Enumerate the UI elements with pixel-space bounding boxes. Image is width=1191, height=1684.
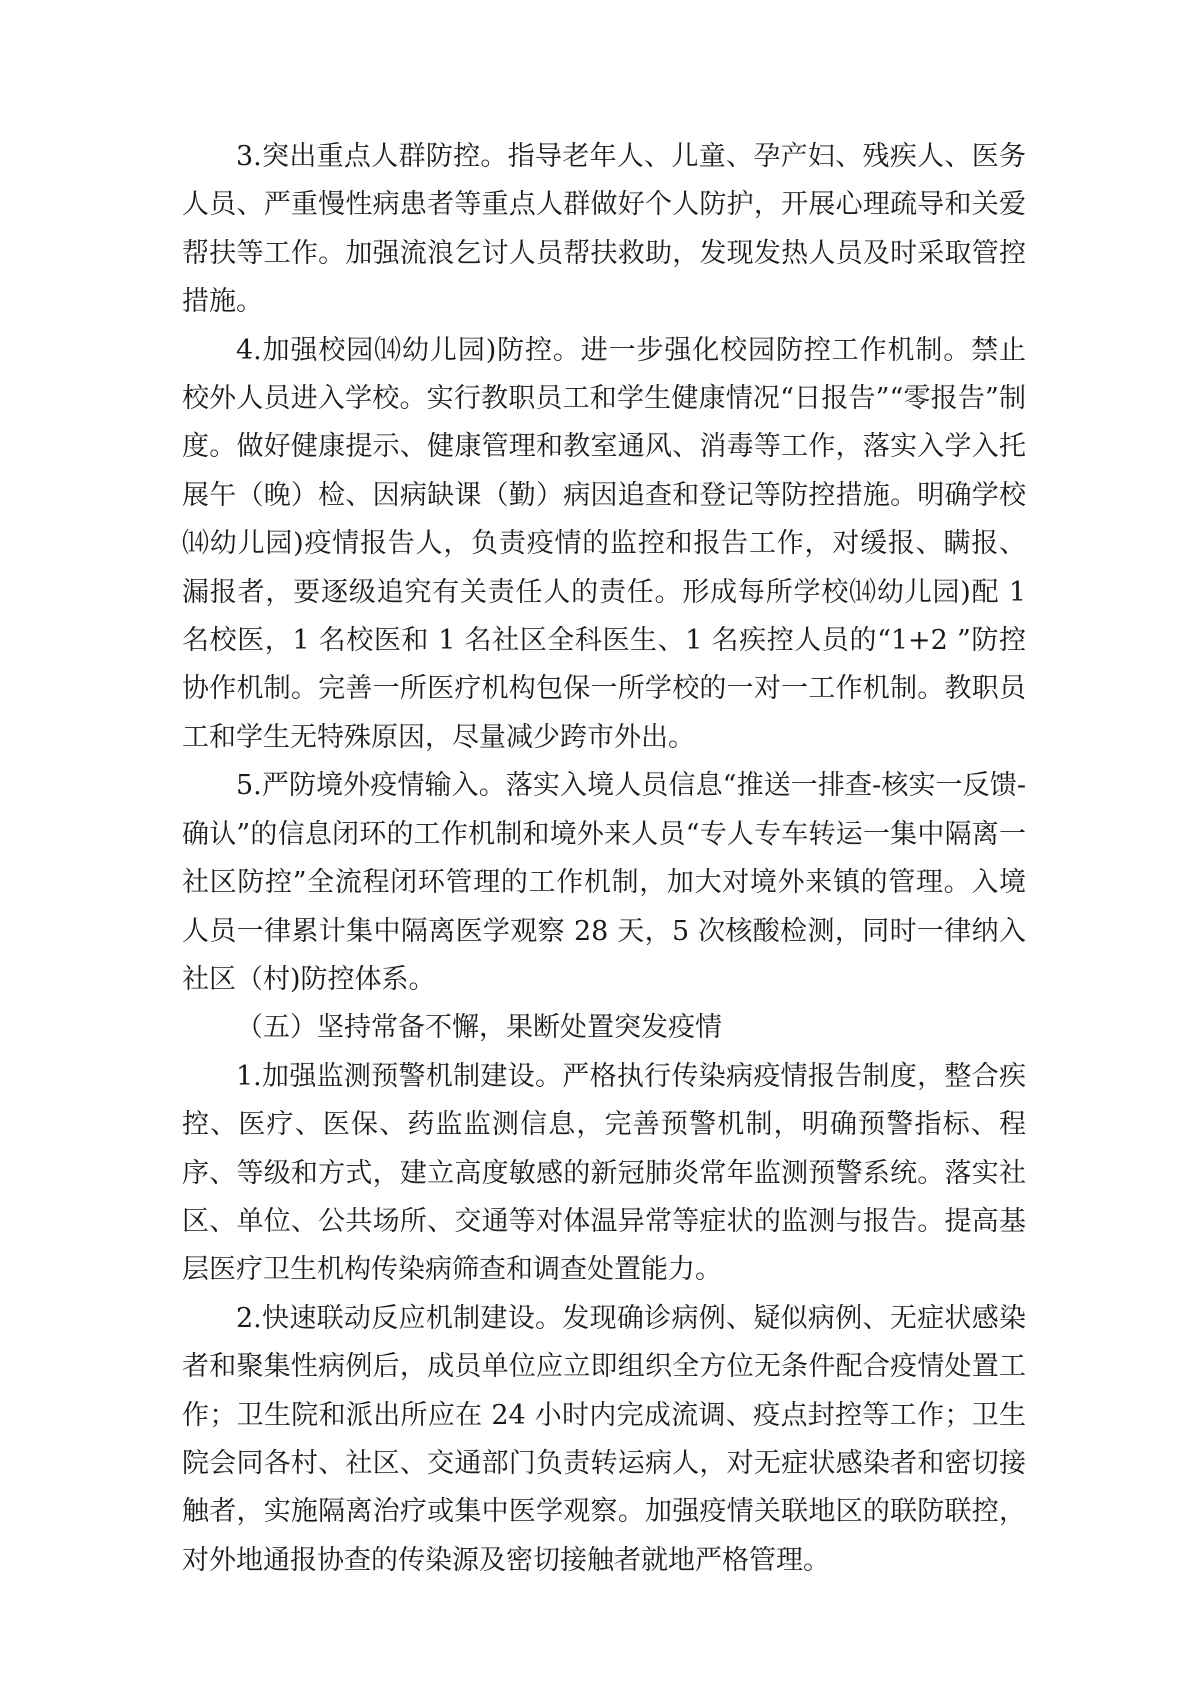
paragraph-rapid-response: 2.快速联动反应机制建设。发现确诊病例、疑似病例、无症状感染者和聚集性病例后，成员单位应立即组织全方位无条件配合疫情处置工作；卫生院和派出所应在 24 小时内完成流调、疫点封控等工作；卫生院会同各村、社区、交通部门负责转运病人，对无症状感染者和密切接触者，实施隔离治疗或集中医学观察。加强疫情关联地区的联防联控，对外地通报协查的传染源及密切接触者就地严格管理。 xyxy=(182,1302,1026,1576)
paragraph-campus-control: 4.加强校园⒁幼儿园)防控。进一步强化校园防控工作机制。禁止校外人员进入学校。实行教职员工和学生健康情况“日报告”“零报告”制度。做好健康提示、健康管理和教室通风、消毒等工作，落实入学入托展午（晚）检、因病缺课（勤）病因追查和登记等防控措施。明确学校⒁幼儿园)疫情报告人，负责疫情的监控和报告工作，对缓报、瞒报、漏报者，要逐级追究有关责任人的责任。形成每所学校⒁幼儿园)配 1 名校医，1 名校医和 1 名社区全科医生、1 名疾控人员的“1+2 ”防控协作机制。完善一所医疗机构包保一所学校的一对一工作机制。教职员工和学生无特殊原因，尽量减少跨市外出。 xyxy=(182,334,1026,753)
paragraph-key-groups: 3.突出重点人群防控。指导老年人、儿童、孕产妇、残疾人、医务人员、严重慢性病患者等重点人群做好个人防护，开展心理疏导和关爱帮扶等工作。加强流浪乞讨人员帮扶救助，发现发热人员及时采取管控措施。 xyxy=(182,141,1026,318)
section-heading-five: （五）坚持常备不懈，果断处置突发疫情 xyxy=(236,1012,722,1044)
paragraph-monitoring-warning: 1.加强监测预警机制建设。严格执行传染病疫情报告制度，整合疾控、医疗、医保、药监监测信息，完善预警机制，明确预警指标、程序、等级和方式，建立高度敏感的新冠肺炎常年监测预警系统。落实社区、单位、公共场所、交通等对体温异常等症状的监测与报告。提高基层医疗卫生机构传染病筛查和调查处置能力。 xyxy=(182,1060,1026,1286)
document-body xyxy=(182,133,1026,1585)
paragraph-border-import: 5.严防境外疫情输入。落实入境人员信息“推送一排查-核实一反馈-确认”的信息闭环的工作机制和境外来人员“专人专车转运一集中隔离一社区防控”全流程闭环管理的工作机制，加大对境外来镇的管理。入境人员一律累计集中隔离医学观察 28 天，5 次核酸检测，同时一律纳入社区（村)防控体系。 xyxy=(182,770,1026,995)
